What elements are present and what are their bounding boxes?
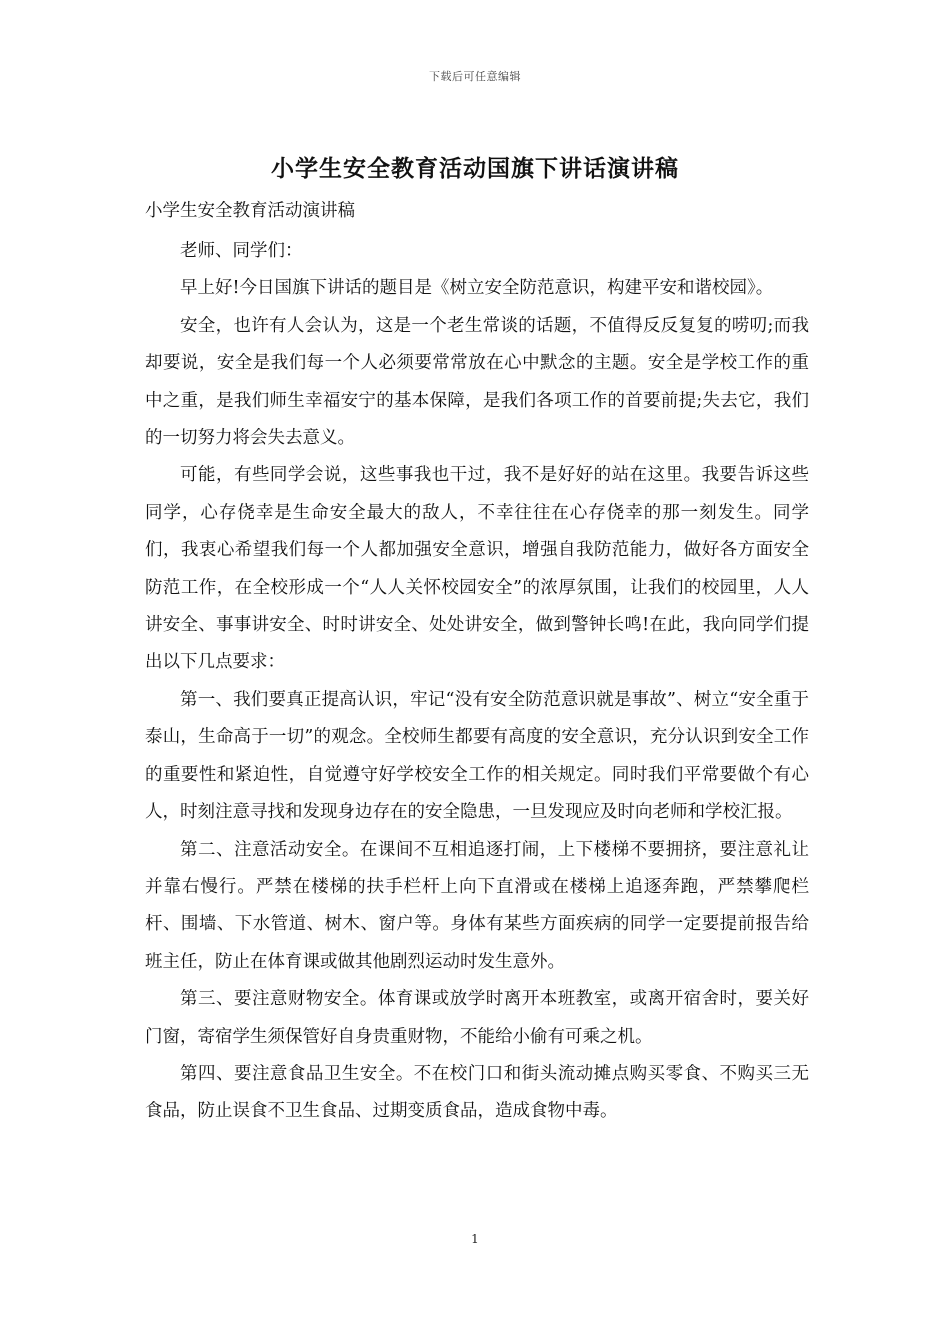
paragraph-topic: 早上好!今日国旗下讲话的题目是《树立安全防范意识，构建平安和谐校园》。 bbox=[180, 278, 774, 299]
paragraph-requirement-1: 第一、我们要真正提高认识，牢记“没有安全防范意识就是事故”、树立“安全重于泰山，生命高于一切”的观念。全校师生都要有高度的安全意识，充分认识到安全工作的重要性和紧迫性，自觉遵守好学校安全工作的相关规定。同时我们平常要做个有心人，时刻注意寻找和发现身边存在的安全隐患，一旦发现应及时向老师和学校汇报。 bbox=[145, 689, 809, 823]
header-note: 下载后可任意编辑 bbox=[429, 70, 521, 83]
paragraph-requirement-2: 第二、注意活动安全。在课间不互相追逐打闹，上下楼梯不要拥挤，要注意礼让并靠右慢行。严禁在楼梯的扶手栏杆上向下直滑或在楼梯上追逐奔跑，严禁攀爬栏杆、围墙、下水管道、树木、窗户等。身体有某些方面疾病的同学一定要提前报告给班主任，防止在体育课或做其他剧烈运动时发生意外。 bbox=[145, 839, 809, 972]
paragraph-greeting: 老师、同学们： bbox=[180, 241, 303, 261]
paragraph-requirement-4: 第四、要注意食品卫生安全。不在校门口和街头流动摊点购买零食、不购买三无食品，防止误食不卫生食品、过期变质食品，造成食物中毒。 bbox=[145, 1063, 809, 1122]
paragraph-safety-importance: 安全，也许有人会认为，这是一个老生常谈的话题，不值得反反复复的唠叨;而我却要说，安全是我们每一个人必须要常常放在心中默念的主题。安全是学校工作的重中之重，是我们师生幸福安宁的基本保障，是我们各项工作的首要前提;失去它，我们的一切努力将会失去意义。 bbox=[145, 315, 809, 449]
paragraph-warning: 可能，有些同学会说，这些事我也干过，我不是好好的站在这里。我要告诉这些同学，心存侥幸是生命安全最大的敌人，不幸往往在心存侥幸的那一刻发生。同学们，我衷心希望我们每一个人都加强安全意识，增强自我防范能力，做好各方面安全防范工作，在全校形成一个“人人关怀校园安全”的浓厚氛围，让我们的校园里，人人讲安全、事事讲安全、时时讲安全、处处讲安全，做到警钟长鸣!在此，我向同学们提出以下几点要求： bbox=[145, 465, 809, 673]
document-subtitle: 小学生安全教育活动演讲稿 bbox=[145, 201, 355, 221]
page-number: 1 bbox=[471, 1232, 479, 1246]
document-title: 小学生安全教育活动国旗下讲话演讲稿 bbox=[271, 155, 679, 182]
document-body bbox=[145, 233, 809, 1131]
paragraph-requirement-3: 第三、要注意财物安全。体育课或放学时离开本班教室，或离开宿舍时，要关好门窗，寄宿学生须保管好自身贵重财物，不能给小偷有可乘之机。 bbox=[145, 989, 809, 1047]
